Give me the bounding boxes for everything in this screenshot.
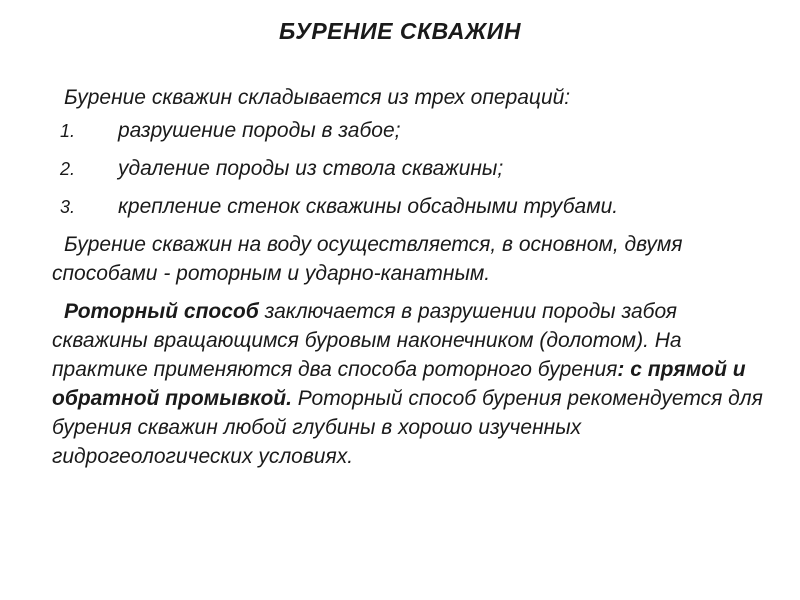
list-item-number: 1. <box>60 121 76 141</box>
intro-paragraph: Бурение скважин складывается из трех операций: <box>64 86 571 109</box>
rotary-method-text-2: Роторный способ бурения рекомендуется для бурения скважин любой глубины в хорошо изученных гидрогеологических условиях. <box>52 387 763 468</box>
list-item-text: удаление породы из ствола скважины; <box>118 157 504 180</box>
list-item <box>52 192 774 222</box>
rotary-method-paragraph <box>52 297 774 471</box>
water-drilling-paragraph: Бурение скважин на воду осуществляется, в основном, двумя способами - роторным и ударно-канатным. <box>52 233 683 285</box>
list-item <box>52 154 774 184</box>
list-item-text: разрушение породы в забое; <box>118 119 401 142</box>
list-item-number: 2. <box>60 159 76 179</box>
rotary-method-term: Роторный способ <box>64 300 259 323</box>
operations-list <box>52 116 774 222</box>
list-item-text: крепление стенок скважины обсадными трубами. <box>118 195 619 218</box>
slide-title: БУРЕНИЕ СКВАЖИН <box>279 18 521 44</box>
rotary-method-text-1: заключается в разрушении породы забоя скважины вращающимся буровым наконечником (долотом). На практике применяются два способа роторного бурения <box>52 300 682 381</box>
list-item <box>52 116 774 146</box>
slide-body <box>52 83 774 471</box>
list-item-number: 3. <box>60 197 76 217</box>
rotary-method-emphasis: : с прямой и обратной промывкой. <box>52 358 746 410</box>
